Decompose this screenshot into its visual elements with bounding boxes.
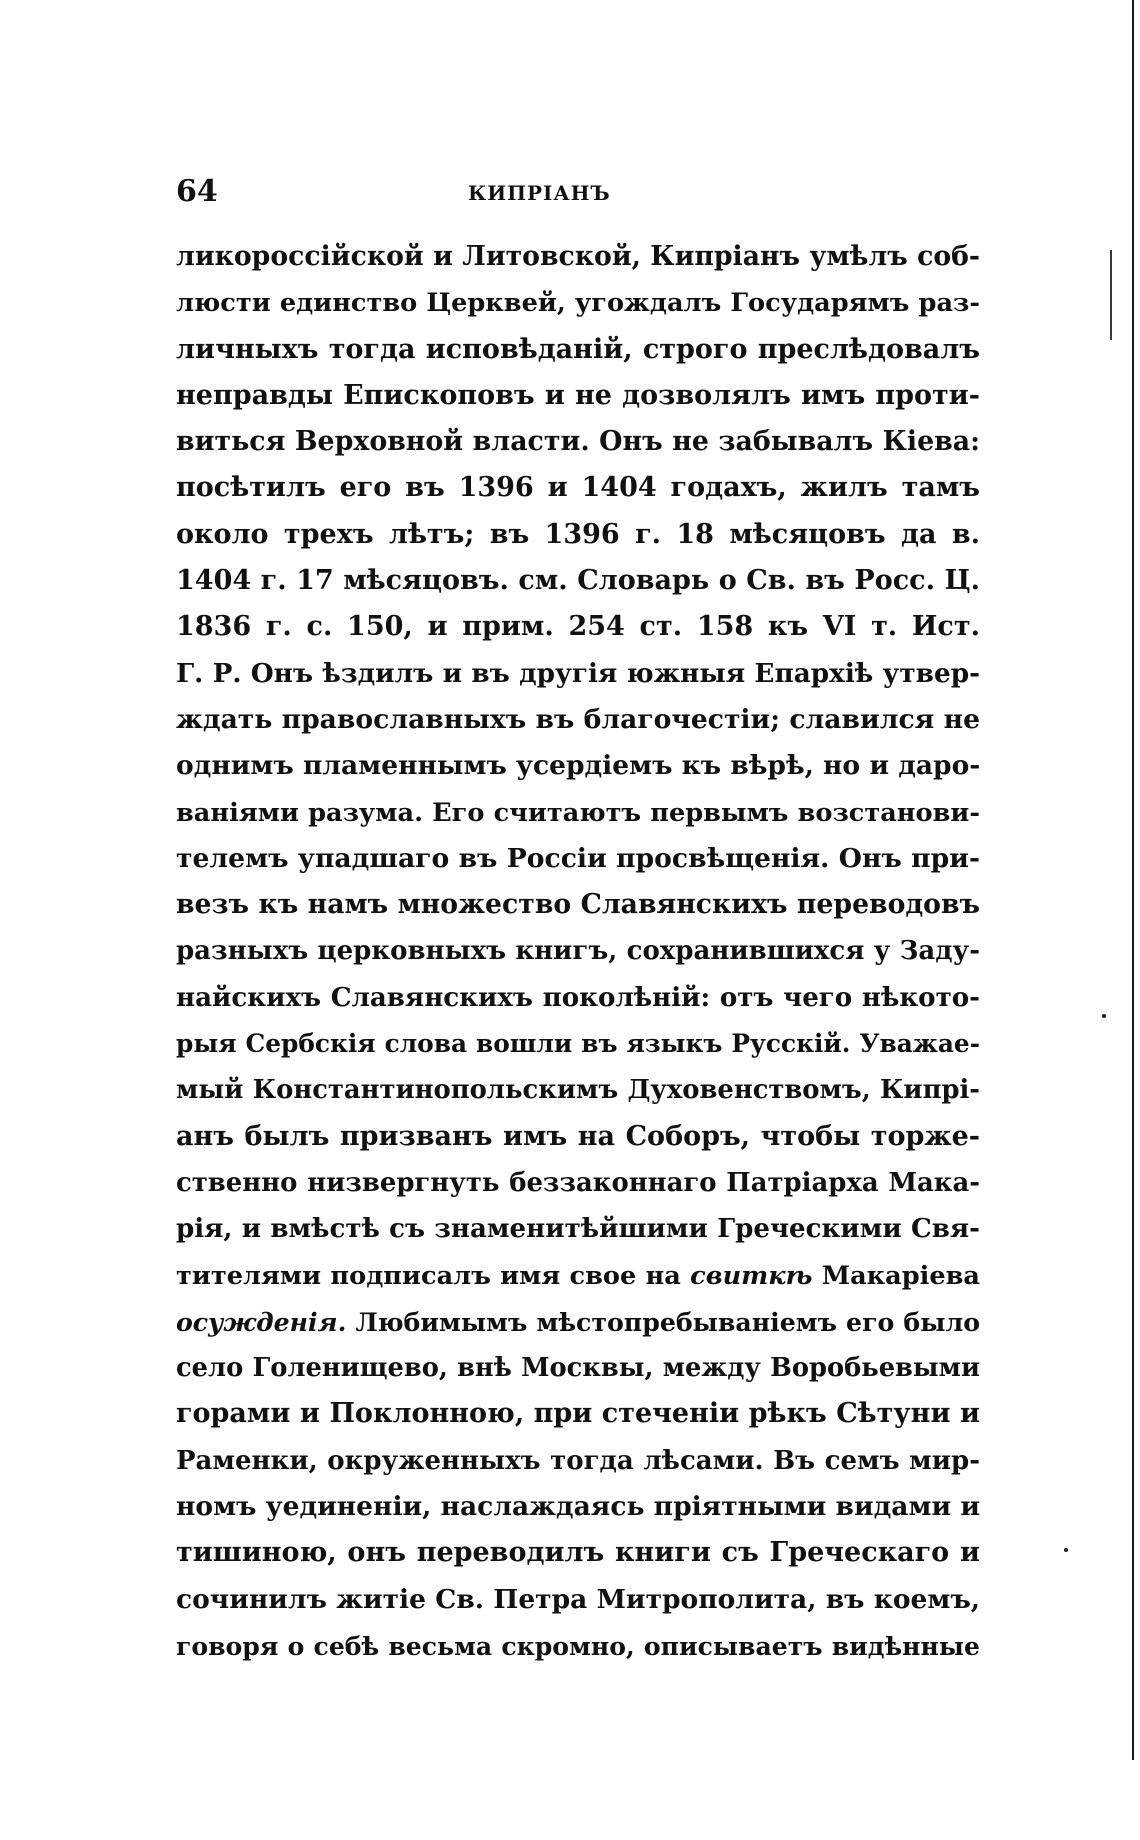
text-line: анъ былъ призванъ имъ на Соборъ, чтобы торже- bbox=[176, 1120, 980, 1152]
text-line: Раменки, окруженныхъ тогда лѣсами. Въ семъ мир- bbox=[176, 1445, 980, 1476]
text-line: люсти единство Церквей, угождалъ Государямъ раз- bbox=[176, 288, 980, 319]
scan-edge-line bbox=[1132, 0, 1134, 1760]
text-line: около трехъ лѣтъ; въ 1396 г. 18 мѣсяцовъ да в. bbox=[176, 518, 980, 550]
text-line: ждать православныхъ въ благочестіи; славился не bbox=[176, 703, 980, 735]
text-line: ликороссійской и Литовской, Кипріанъ умѣлъ соб- bbox=[176, 241, 980, 272]
text-line: тишиною, онъ переводилъ книги съ Греческаго и bbox=[176, 1537, 980, 1569]
text-line: говоря о себѣ весьма скромно, описываетъ видѣнные bbox=[176, 1630, 980, 1661]
page-header bbox=[176, 172, 976, 212]
running-head: КИПРІАНЪ bbox=[468, 181, 611, 205]
text-line: везъ къ намъ множество Славянскихъ переводовъ bbox=[176, 889, 980, 921]
text-line: сочинилъ житіе Св. Петра Митрополита, въ коемъ, bbox=[176, 1583, 980, 1615]
page-number: 64 bbox=[176, 174, 218, 209]
text-line: рія, и вмѣстѣ съ знаменитѣйшими Греческими Свя- bbox=[176, 1213, 980, 1245]
text-line: 1404 г. 17 мѣсяцовъ. см. Словарь о Св. въ Росс. Ц. bbox=[176, 565, 980, 597]
text-line: тителями подписалъ имя свое на свиткѣ Макаріева bbox=[176, 1260, 980, 1291]
ink-speck bbox=[1064, 1548, 1068, 1552]
text-line: найскихъ Славянскихъ поколѣній: отъ чего нѣкото- bbox=[176, 981, 980, 1013]
text-line: номъ уединеніи, наслаждаясь пріятными видами и bbox=[176, 1491, 980, 1523]
text-line: село Голенищево, внѣ Москвы, между Воробьевыми bbox=[176, 1353, 980, 1384]
text-line: телемъ упадшаго въ Россіи просвѣщенія. Онъ при- bbox=[176, 842, 980, 874]
text-line: разныхъ церковныхъ книгъ, сохранившихся у Заду- bbox=[176, 936, 980, 967]
text-line: рыя Сербскія слова вошли въ языкъ Русскій. Уважае- bbox=[176, 1029, 980, 1059]
text-line: ваніями разума. Его считаютъ первымъ возстанови- bbox=[176, 797, 980, 828]
text-line: однимъ пламеннымъ усердіемъ къ вѣрѣ, но и даро- bbox=[176, 750, 981, 782]
text-line: 1836 г. с. 150, и прим. 254 ст. 158 къ VI т. Ист. bbox=[176, 611, 980, 643]
text-line: неправды Епископовъ и не дозволялъ имъ проти- bbox=[176, 379, 980, 411]
body-text bbox=[176, 234, 980, 1669]
text-line: мый Константинопольскимъ Духовенствомъ, Кипрі- bbox=[176, 1075, 980, 1106]
text-line: горами и Поклонною, при стеченіи рѣкъ Сѣтуни и bbox=[176, 1398, 980, 1430]
scan-edge-mark bbox=[1110, 250, 1112, 340]
text-line: посѣтилъ его въ 1396 и 1404 годахъ, жилъ тамъ bbox=[176, 472, 980, 504]
text-line: ственно низвергнуть беззаконнаго Патріарха Мака- bbox=[176, 1167, 980, 1198]
text-line: Г. Р. Онъ ѣздилъ и въ другія южныя Епархіѣ утвер- bbox=[176, 657, 980, 689]
ink-speck bbox=[1102, 1014, 1106, 1018]
text-line: виться Верховной власти. Онъ не забывалъ Кіева: bbox=[176, 426, 980, 458]
text-line: личныхъ тогда исповѣданій, строго преслѣдовалъ bbox=[176, 333, 980, 365]
text-line: осужденія. Любимымъ мѣстопребываніемъ его было bbox=[176, 1306, 980, 1337]
